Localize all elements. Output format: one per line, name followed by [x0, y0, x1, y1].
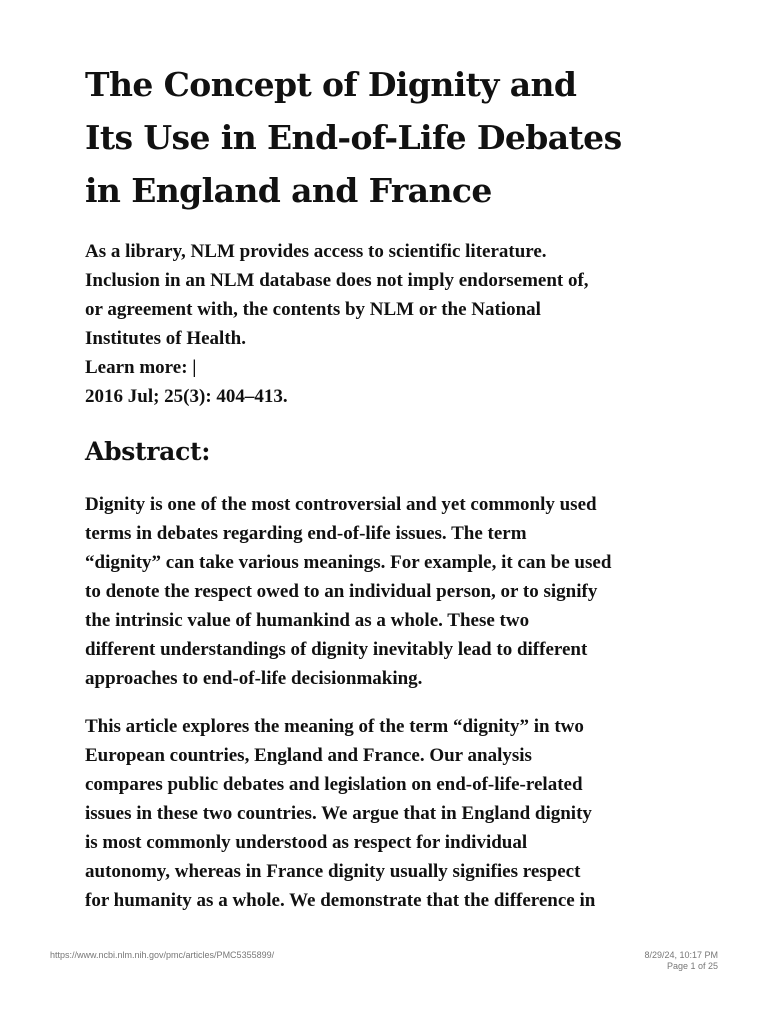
paragraph-line: different understandings of dignity inevitably lead to different — [85, 639, 588, 660]
page-number: Page 1 of 25 — [666, 961, 718, 971]
disclaimer-line: Inclusion in an NLM database does not imply endorsement of, — [85, 270, 589, 291]
paragraph-line: the intrinsic value of humankind as a whole. These two — [85, 610, 530, 631]
paragraph-line: compares public debates and legislation on end-of-life-related — [85, 774, 583, 795]
abstract-heading: Abstract: — [85, 437, 211, 466]
title-line: in England and France — [85, 171, 492, 210]
paragraph-line: “dignity” can take various meanings. For example, it can be used — [85, 552, 612, 573]
abstract-paragraph-1 — [85, 490, 695, 693]
paragraph-line: approaches to end-of-life decisionmaking. — [85, 668, 423, 689]
disclaimer-line: or agreement with, the contents by NLM or the National — [85, 299, 541, 320]
paragraph-line: issues in these two countries. We argue that in England dignity — [85, 803, 592, 824]
article-content — [85, 58, 695, 915]
learn-more-link[interactable]: Learn more: | — [85, 357, 197, 378]
disclaimer-line: Institutes of Health. — [85, 328, 246, 349]
title-line: Its Use in End-of-Life Debates — [85, 118, 622, 157]
title-line: The Concept of Dignity and — [85, 65, 577, 104]
paragraph-line: Dignity is one of the most controversial and yet commonly used — [85, 494, 597, 515]
paragraph-line: European countries, England and France. Our analysis — [85, 745, 532, 766]
nlm-disclaimer — [85, 237, 695, 411]
paragraph-line: is most commonly understood as respect for individual — [85, 832, 528, 853]
footer-url[interactable]: https://www.ncbi.nlm.nih.gov/pmc/articles/PMC5355899/ — [50, 950, 275, 960]
paragraph-line: for humanity as a whole. We demonstrate that the difference in — [85, 890, 596, 911]
paragraph-line: terms in debates regarding end-of-life issues. The term — [85, 523, 527, 544]
paragraph-line: This article explores the meaning of the term “dignity” in two — [85, 716, 584, 737]
disclaimer-line: As a library, NLM provides access to scientific literature. — [85, 241, 547, 262]
paragraph-line: autonomy, whereas in France dignity usually signifies respect — [85, 861, 581, 882]
article-title — [85, 58, 695, 217]
citation-line: 2016 Jul; 25(3): 404–413. — [85, 386, 288, 407]
abstract-paragraph-2 — [85, 712, 695, 915]
footer-page-info — [644, 950, 718, 972]
paragraph-line: to denote the respect owed to an individual person, or to signify — [85, 581, 598, 602]
print-datetime: 8/29/24, 10:17 PM — [644, 950, 718, 960]
